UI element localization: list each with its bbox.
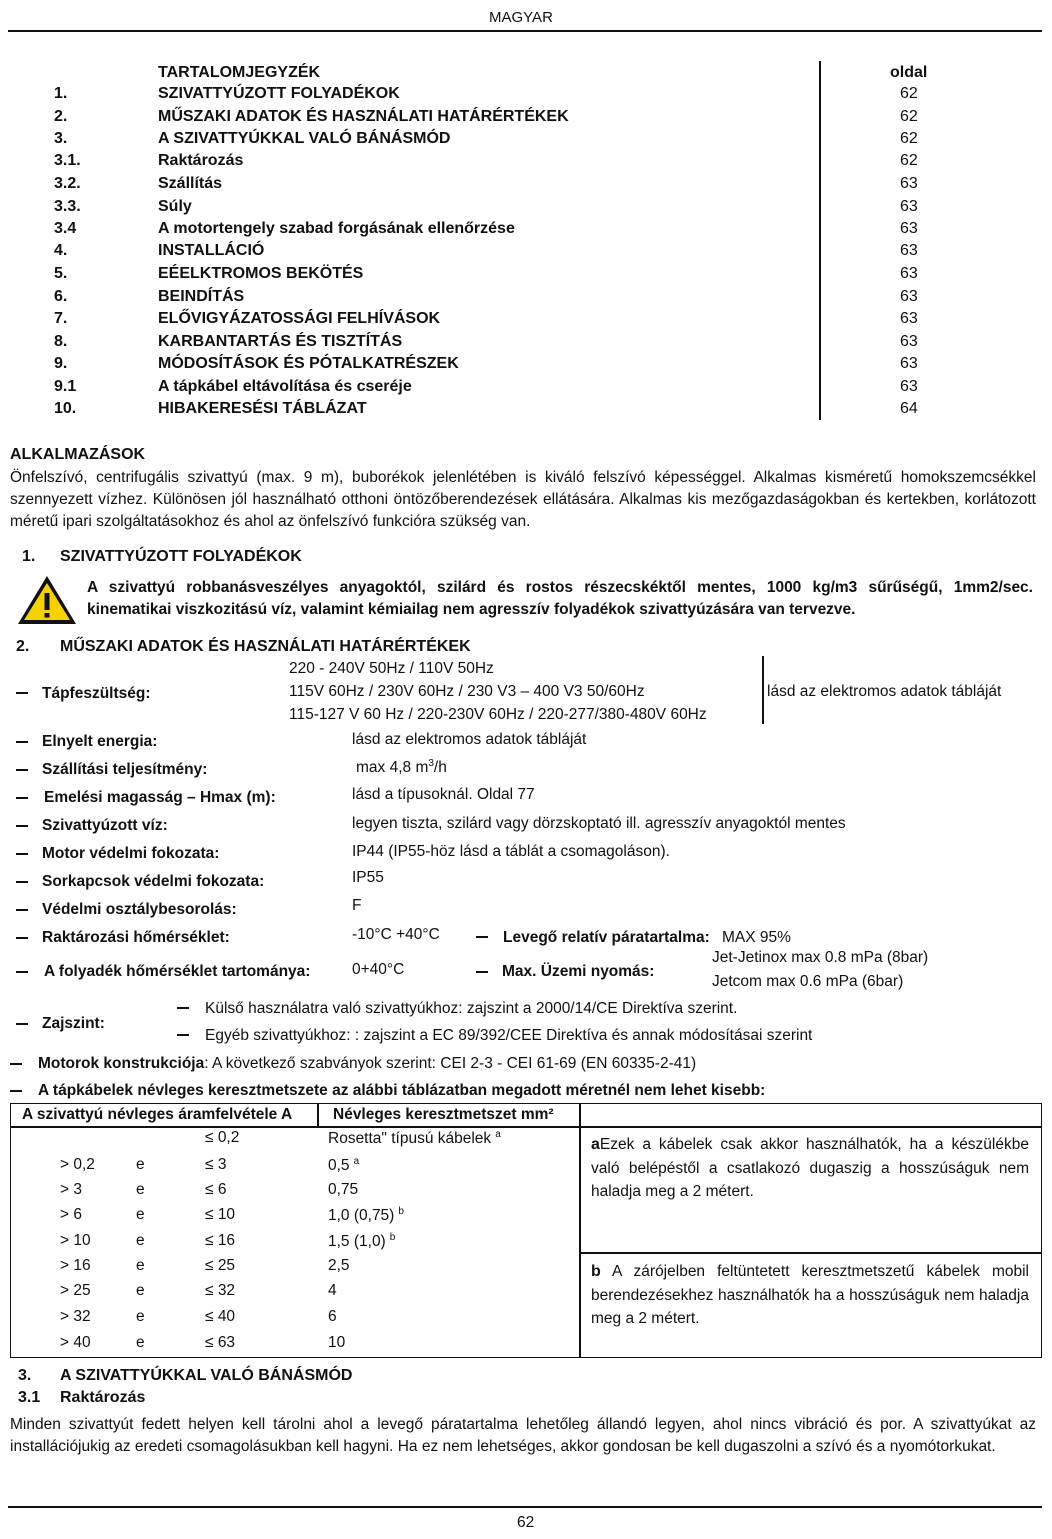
toc-entry-number: 4. bbox=[54, 242, 68, 259]
cable-row-section bbox=[328, 1156, 359, 1175]
spec-value-text: IP55 bbox=[352, 869, 384, 886]
toc-entry-page: 63 bbox=[900, 378, 918, 395]
spec-value bbox=[352, 786, 535, 804]
note-a bbox=[591, 1133, 1029, 1204]
toc-entry-title: Szállítás bbox=[158, 175, 223, 192]
applications-title: ALKALMAZÁSOK bbox=[10, 446, 146, 463]
supply-line-2: 115V 60Hz / 230V 60Hz / 230 V3 – 400 V3 50/60Hz bbox=[289, 683, 645, 700]
cable-row-section bbox=[328, 1282, 337, 1300]
spec-label: Motor védelmi fokozata: bbox=[42, 845, 220, 862]
toc-entry-title: MŰSZAKI ADATOK ÉS HASZNÁLATI HATÁRÉRTÉKEK bbox=[158, 108, 569, 125]
spec-label: Emelési magasság – Hmax (m): bbox=[44, 789, 276, 806]
cable-row-conj: e bbox=[136, 1257, 145, 1274]
cable-row-conj: e bbox=[136, 1232, 145, 1249]
motor-construction-text: : A következő szabványok szerint: CEI 2-3 - CEI 61-69 (EN 60335-2-41) bbox=[204, 1055, 697, 1072]
toc-entry-page: 63 bbox=[900, 220, 918, 237]
note-a-mark: a bbox=[591, 1136, 600, 1153]
toc-entry-number: 3.3. bbox=[54, 198, 81, 215]
cable-row-conj: e bbox=[136, 1334, 145, 1351]
toc-entry-number: 9. bbox=[54, 355, 68, 372]
liquid-temp-value: 0+40°C bbox=[352, 961, 405, 978]
bullet-dash bbox=[16, 881, 28, 883]
cable-row-to: ≤ 63 bbox=[205, 1334, 236, 1351]
motor-construction-label: Motorok konstrukciója bbox=[38, 1055, 205, 1072]
bullet-dash bbox=[16, 853, 28, 855]
cable-row-from: > 10 bbox=[60, 1232, 91, 1249]
bullet-dash bbox=[16, 909, 28, 911]
cable-row-from: > 6 bbox=[60, 1206, 82, 1223]
section2-number: 2. bbox=[16, 638, 30, 655]
bullet-dash bbox=[16, 937, 28, 939]
toc-entry-title: HIBAKERESÉSI TÁBLÁZAT bbox=[158, 400, 367, 417]
cable-row-section-text: 4 bbox=[328, 1282, 337, 1299]
spec-value bbox=[352, 731, 586, 749]
cable-row-from: > 40 bbox=[60, 1334, 91, 1351]
cable-table-notes-divider bbox=[579, 1103, 581, 1358]
footer-rule bbox=[8, 1506, 1042, 1508]
toc-entry-title: A motortengely szabad forgásának ellenőrzése bbox=[158, 220, 515, 237]
bullet-dash bbox=[476, 936, 488, 938]
cable-row-note-mark: b bbox=[389, 1232, 396, 1243]
supply-label: Tápfeszültség: bbox=[42, 685, 151, 702]
toc-entry-page: 63 bbox=[900, 288, 918, 305]
toc-entry-title: BEINDÍTÁS bbox=[158, 288, 245, 305]
toc-entry-page: 62 bbox=[900, 130, 918, 147]
cable-row-section bbox=[328, 1181, 358, 1199]
spec-value-text: max 4,8 m bbox=[356, 759, 429, 777]
toc-entry-number: 6. bbox=[54, 288, 68, 305]
toc-page-label: oldal bbox=[890, 64, 928, 81]
toc-entry-number: 3.4 bbox=[54, 220, 77, 237]
noise-label: Zajszint: bbox=[42, 1015, 105, 1032]
toc-entry-title: MÓDOSÍTÁSOK ÉS PÓTALKATRÉSZEK bbox=[158, 355, 459, 372]
spec-value bbox=[352, 815, 846, 833]
max-pressure-label: Max. Üzemi nyomás: bbox=[502, 963, 655, 980]
cable-row-from: > 0,2 bbox=[60, 1156, 95, 1173]
cable-row-from: > 32 bbox=[60, 1308, 91, 1325]
toc-entry-page: 63 bbox=[900, 265, 918, 282]
warning-line-2: kinematikai viszkozitású víz, valamint kémiailag nem agresszív folyadékok szivattyúzására van tervezve. bbox=[87, 601, 856, 618]
warning-triangle-icon bbox=[16, 574, 78, 626]
header-language: MAGYAR bbox=[489, 9, 553, 26]
spec-value-text: IP44 (IP55-höz lásd a táblát a csomagoláson). bbox=[352, 843, 670, 860]
toc-entry-page: 62 bbox=[900, 152, 918, 169]
max-pressure-value-2: Jetcom max 0.6 mPa (6bar) bbox=[712, 973, 904, 990]
bullet-dash bbox=[16, 797, 28, 799]
toc-entry-page: 63 bbox=[900, 355, 918, 372]
spec-value bbox=[352, 869, 384, 887]
cable-row-to: ≤ 6 bbox=[205, 1181, 227, 1198]
cable-row-to: ≤ 16 bbox=[205, 1232, 236, 1249]
cable-table-header-rule bbox=[10, 1126, 580, 1128]
bullet-dash bbox=[16, 741, 28, 743]
noise-line-2: Egyéb szivattyúkhoz: : zajszint a EC 89/392/CEE Direktíva és annak módosításai szerint bbox=[205, 1027, 813, 1044]
humidity-value: MAX 95% bbox=[722, 929, 791, 946]
toc-entry-title: A tápkábel eltávolítása és cseréje bbox=[158, 378, 412, 395]
page-number: 62 bbox=[517, 1514, 535, 1531]
cable-table-col-divider bbox=[317, 1103, 319, 1126]
toc-entry-page: 64 bbox=[900, 400, 918, 417]
note-b bbox=[591, 1260, 1029, 1331]
bullet-dash bbox=[16, 971, 28, 973]
toc-entry-title: Raktározás bbox=[158, 152, 244, 169]
toc-entry-page: 63 bbox=[900, 310, 918, 327]
liquid-temp-label: A folyadék hőmérséklet tartománya: bbox=[44, 963, 311, 980]
bullet-dash bbox=[16, 825, 28, 827]
motor-construction bbox=[38, 1055, 696, 1073]
note-a-text: Ezek a kábelek csak akkor használhatók, ha a készülékbe való belépéstől a csatlakozó dugaszig a hosszúságuk nem haladja meg a 2 métert. bbox=[591, 1136, 1029, 1200]
toc-entry-title: Súly bbox=[158, 198, 192, 215]
note-b-text: A zárójelben feltüntetett keresztmetszetű kábelek mobil berendezésekhez használhatók ha a hosszúságuk nem haladja meg a 2 métert. bbox=[591, 1263, 1029, 1327]
toc-entry-page: 63 bbox=[900, 175, 918, 192]
spec-label: Sorkapcsok védelmi fokozata: bbox=[42, 873, 265, 890]
cable-col1-header: A szivattyú névleges áramfelvétele A bbox=[22, 1106, 293, 1123]
cable-row-section bbox=[328, 1232, 395, 1251]
spec-value-suffix: /h bbox=[433, 759, 447, 777]
bullet-dash bbox=[16, 692, 28, 694]
spec-value-text: legyen tiszta, szilárd vagy dörzskoptató ill. agresszív anyagoktól mentes bbox=[352, 815, 846, 832]
supply-line-1: 220 - 240V 50Hz / 110V 50Hz bbox=[289, 660, 494, 677]
supply-divider bbox=[762, 656, 764, 724]
spec-label: Védelmi osztálybesorolás: bbox=[42, 901, 237, 918]
spec-value-text: lásd az elektromos adatok tábláját bbox=[352, 731, 587, 748]
toc-entry-number: 5. bbox=[54, 265, 68, 282]
toc-entry-number: 3. bbox=[54, 130, 68, 147]
toc-entry-page: 63 bbox=[900, 198, 918, 215]
toc-entry-title: ELŐVIGYÁZATOSSÁGI FELHÍVÁSOK bbox=[158, 310, 441, 327]
cable-row-conj: e bbox=[136, 1156, 145, 1173]
bullet-dash bbox=[16, 1023, 28, 1025]
toc-entry-number: 1. bbox=[54, 85, 68, 102]
toc-entry-number: 2. bbox=[54, 108, 68, 125]
toc-entry-number: 9.1 bbox=[54, 378, 77, 395]
section2-title: MŰSZAKI ADATOK ÉS HASZNÁLATI HATÁRÉRTÉKEK bbox=[60, 638, 471, 655]
section3-number: 3. bbox=[18, 1367, 32, 1384]
supply-line-3: 115-127 V 60 Hz / 220-230V 60Hz / 220-277/380-480V 60Hz bbox=[289, 706, 707, 723]
supply-note: lásd az elektromos adatok tábláját bbox=[767, 683, 1002, 700]
cable-row-section-text: 1,0 (0,75) bbox=[328, 1207, 395, 1225]
toc-entry-title: INSTALLÁCIÓ bbox=[158, 242, 265, 259]
cable-row-section-text: 6 bbox=[328, 1308, 337, 1325]
section3-title: A SZIVATTYÚKKAL VALÓ BÁNÁSMÓD bbox=[60, 1367, 353, 1384]
section1-title: SZIVATTYÚZOTT FOLYADÉKOK bbox=[60, 548, 302, 565]
toc-entry-page: 62 bbox=[900, 108, 918, 125]
section31-title: Raktározás bbox=[60, 1389, 146, 1406]
cable-intro: A tápkábelek névleges keresztmetszete az alábbi táblázatban megadott méretnél nem lehet kisebb: bbox=[38, 1082, 766, 1099]
cable-row-section bbox=[328, 1129, 501, 1148]
cable-row-note-mark: a bbox=[495, 1129, 501, 1140]
cable-row-from: > 3 bbox=[60, 1181, 82, 1198]
cable-row-conj: e bbox=[136, 1282, 145, 1299]
cable-row-section bbox=[328, 1257, 350, 1275]
note-b-mark: b bbox=[591, 1263, 601, 1280]
spec-value bbox=[356, 758, 447, 777]
applications-text: Önfelszívó, centrifugális szivattyú (max. 9 m), buborékok jelenlétében is kiváló felszívó képességgel. Alkalmas kisméretű homokszemcsékkel szennyezett vízhez. Különösen jól használható otthoni öntözőberendezések ellátására. Alkalmas kis mezőgazdaságokban és kertekben, korlátozott méretű ipari szolgáltatásokhoz és ahol az önfelszívó funkcióra szükség van. bbox=[10, 469, 1036, 530]
cable-row-note-mark: a bbox=[353, 1156, 360, 1167]
spec-value bbox=[352, 897, 361, 915]
bullet-dash bbox=[177, 1007, 189, 1009]
cable-row-section-text: 1,5 (1,0) bbox=[328, 1233, 386, 1251]
cable-row-section-text: 10 bbox=[328, 1334, 346, 1351]
cable-row-section-text: 0,5 bbox=[328, 1157, 350, 1175]
toc-entry-page: 62 bbox=[900, 85, 918, 102]
bullet-dash bbox=[16, 769, 28, 771]
section31-number: 3.1 bbox=[18, 1389, 41, 1406]
cable-row-conj: e bbox=[136, 1206, 145, 1223]
cable-row-section bbox=[328, 1334, 345, 1352]
spec-label: Szállítási teljesítmény: bbox=[42, 761, 208, 778]
storage-temp-value: -10°C +40°C bbox=[352, 926, 440, 943]
noise-line-1: Külső használatra való szivattyúkhoz: zajszint a 2000/14/CE Direktíva szerint. bbox=[205, 1000, 738, 1017]
header-rule bbox=[8, 30, 1042, 32]
bullet-dash bbox=[10, 1090, 22, 1092]
toc-entry-page: 63 bbox=[900, 242, 918, 259]
toc-entry-number: 3.1. bbox=[54, 152, 81, 169]
cable-row-section-text: 2,5 bbox=[328, 1257, 350, 1274]
bullet-dash bbox=[10, 1063, 22, 1065]
toc-entry-number: 7. bbox=[54, 310, 68, 327]
cable-row-note-mark: b bbox=[398, 1206, 404, 1217]
section1-number: 1. bbox=[22, 548, 36, 565]
cable-row-section-text: 0,75 bbox=[328, 1181, 359, 1198]
spec-value bbox=[352, 843, 670, 861]
storage-temp-label: Raktározási hőmérséklet: bbox=[42, 929, 230, 946]
cable-row-conj: e bbox=[136, 1308, 145, 1325]
toc-entry-title: SZIVATTYÚZOTT FOLYADÉKOK bbox=[158, 85, 400, 102]
spec-value-text: F bbox=[352, 897, 362, 914]
toc-entry-number: 10. bbox=[54, 400, 77, 417]
toc-entry-title: A SZIVATTYÚKKAL VALÓ BÁNÁSMÓD bbox=[158, 130, 451, 147]
spec-label: Elnyelt energia: bbox=[42, 733, 158, 750]
toc-entry-number: 8. bbox=[54, 333, 68, 350]
cable-row-conj: e bbox=[136, 1181, 145, 1198]
cable-row-from: > 16 bbox=[60, 1257, 91, 1274]
cable-row-to: ≤ 3 bbox=[205, 1156, 227, 1173]
toc-entry-page: 63 bbox=[900, 333, 918, 350]
cable-table-notes-mid-rule bbox=[579, 1252, 1042, 1254]
humidity-label: Levegő relatív páratartalma: bbox=[503, 929, 710, 946]
cable-table-notes-top-rule bbox=[579, 1126, 1042, 1128]
bullet-dash bbox=[476, 971, 488, 973]
spec-value-text: lásd a típusoknál. Oldal 77 bbox=[352, 786, 535, 803]
cable-row-to: ≤ 25 bbox=[205, 1257, 236, 1274]
cable-row-to: ≤ 32 bbox=[205, 1282, 236, 1299]
spec-label: Szivattyúzott víz: bbox=[42, 817, 168, 834]
cable-row-section bbox=[328, 1206, 404, 1225]
toc-divider bbox=[819, 61, 821, 420]
toc-title: TARTALOMJEGYZÉK bbox=[158, 64, 321, 81]
max-pressure-value-1: Jet-Jetinox max 0.8 mPa (8bar) bbox=[712, 949, 929, 966]
cable-row-from: > 25 bbox=[60, 1282, 91, 1299]
toc-entry-title: EÉELKTROMOS BEKÖTÉS bbox=[158, 265, 364, 282]
toc-entry-number: 3.2. bbox=[54, 175, 81, 192]
cable-row-to: ≤ 40 bbox=[205, 1308, 236, 1325]
toc-entry-title: KARBANTARTÁS ÉS TISZTÍTÁS bbox=[158, 333, 403, 350]
warning-line-1: A szivattyú robbanásveszélyes anyagoktól, szilárd és rostos részecskéktől mentes, 1000 kg/m3 sűrűségű, 1mm2/sec. bbox=[87, 579, 1033, 596]
cable-row-to: ≤ 10 bbox=[205, 1206, 236, 1223]
cable-row-section-text: Rosetta" típusú kábelek bbox=[328, 1130, 492, 1148]
bullet-dash bbox=[177, 1034, 189, 1036]
cable-col2-header: Névleges keresztmetszet mm² bbox=[333, 1106, 554, 1123]
storage-text: Minden szivattyút fedett helyen kell tárolni ahol a levegő páratartalma lehetőleg állandó legyen, ahol nincs vibráció és por. A szivattyúkat az installációjukig az eredeti csomagolásukban kell hagyni. Ha ez nem lehetséges, akkor gondosan be kell dugaszolni a szívó és a nyomótorkukat. bbox=[10, 1416, 1036, 1455]
spec-value-sup: 3 bbox=[428, 758, 434, 769]
cable-row-section bbox=[328, 1308, 337, 1326]
cable-row-to: ≤ 0,2 bbox=[205, 1129, 240, 1146]
